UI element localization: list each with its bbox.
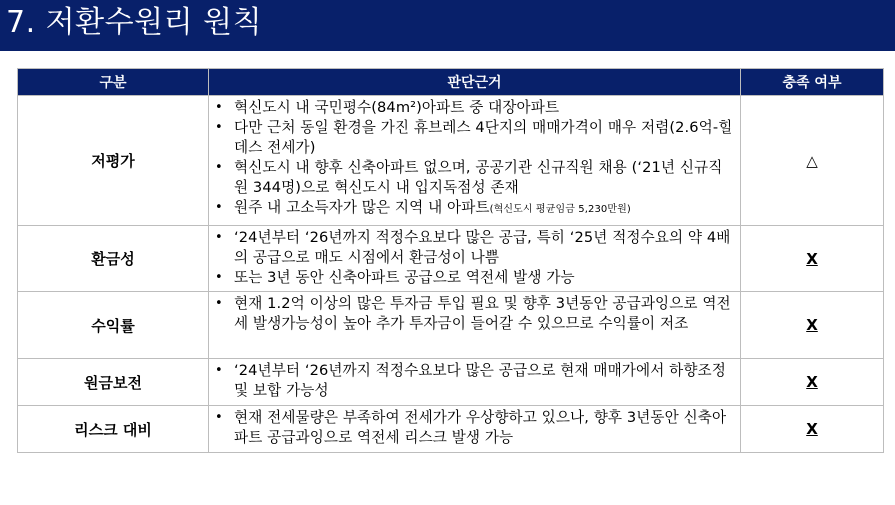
table-row (18, 226, 884, 292)
header-basis: 판단근거 (209, 69, 741, 96)
list-item-note: (혁신도시 평균임금 5,230만원) (489, 204, 631, 215)
list-item-text: 원주 내 고소득자가 많은 지역 내 아파트 (234, 199, 490, 216)
row-category: 리스크 대비 (18, 406, 209, 453)
row-basis (209, 359, 741, 406)
header-result: 충족 여부 (741, 69, 884, 96)
list-item: • 현재 1.2억 이상의 많은 투자금 투입 필요 및 향후 3년동안 공급과잉으로 역전세 발생가능성이 높아 추가 투자금이 들어갈 수 있으므로 수익률이 저조 (212, 294, 734, 334)
row-result: X (741, 406, 884, 453)
page-title: 7. 저환수원리 원칙 (0, 0, 895, 51)
table-row (18, 406, 884, 453)
row-basis (209, 226, 741, 292)
row-result: X (741, 359, 884, 406)
list-item: • 혁신도시 내 국민평수(84m²)아파트 중 대장아파트 (212, 98, 734, 118)
row-category: 저평가 (18, 96, 209, 226)
row-category: 원금보전 (18, 359, 209, 406)
row-result: X (741, 226, 884, 292)
list-item: • 혁신도시 내 향후 신축아파트 없으며, 공공기관 신규직원 채용 (‘21년 신규직원 344명)으로 혁신도시 내 입지독점성 존재 (212, 158, 734, 198)
table-row (18, 96, 884, 226)
criteria-table (17, 68, 884, 453)
table-header-row (18, 69, 884, 96)
list-item: • 현재 전세물량은 부족하여 전세가가 우상향하고 있으나, 향후 3년동안 신축아파트 공급과잉으로 역전세 리스크 발생 가능 (212, 408, 734, 448)
table-row (18, 292, 884, 359)
row-basis (209, 292, 741, 359)
row-category: 환금성 (18, 226, 209, 292)
row-category: 수익률 (18, 292, 209, 359)
list-item: • 또는 3년 동안 신축아파트 공급으로 역전세 발생 가능 (212, 268, 734, 288)
list-item: • ‘24년부터 ‘26년까지 적정수요보다 많은 공급, 특히 ‘25년 적정수요의 약 4배의 공급으로 매도 시점에서 환금성이 나쁨 (212, 228, 734, 268)
list-item: • 다만 근처 동일 환경을 가진 휴브레스 4단지의 매매가격이 매우 저렴(2.6억-힐데스 전세가) (212, 118, 734, 158)
list-item (212, 198, 734, 220)
list-item: • ‘24년부터 ‘26년까지 적정수요보다 많은 공급으로 현재 매매가에서 하향조정 및 보합 가능성 (212, 361, 734, 401)
row-basis (209, 96, 741, 226)
row-result: X (741, 292, 884, 359)
row-basis (209, 406, 741, 453)
header-category: 구분 (18, 69, 209, 96)
table-row (18, 359, 884, 406)
row-result: △ (741, 96, 884, 226)
